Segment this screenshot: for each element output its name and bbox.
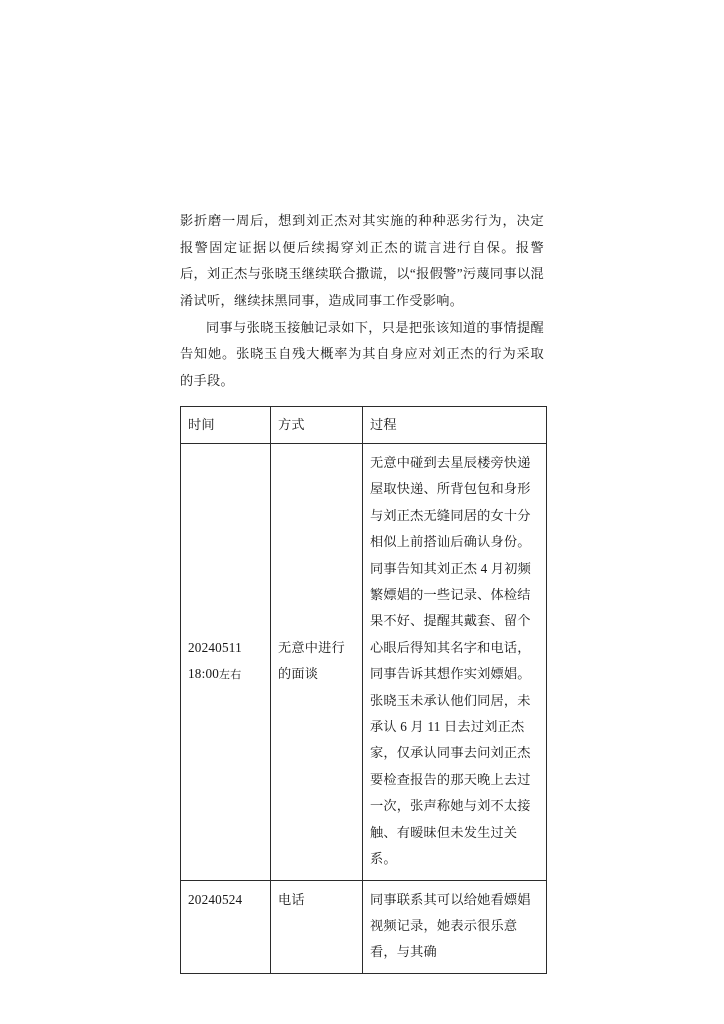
cell-time-date: 20240524 [188,891,243,907]
column-header-time: 时间 [181,406,271,443]
cell-method: 无意中进行的面谈 [271,444,363,881]
cell-time [181,444,271,881]
paragraph-2: 同事与张晓玉接触记录如下，只是把张该知道的事情提醒告知她。张晓玉自残大概率为其自身应对刘正杰的行为采取的手段。 [180,319,544,388]
cell-method: 电话 [271,880,363,973]
cell-time-clock-suffix: 左右 [219,669,242,682]
cell-time [181,880,271,973]
column-header-method: 方式 [271,406,363,443]
cell-time-date: 20240511 [188,639,242,655]
table-row [181,880,547,973]
column-header-process: 过程 [363,406,547,443]
table-header-row [181,406,547,443]
cell-process: 同事联系其可以给她看嫖娼视频记录，她表示很乐意看，与其确 [363,880,547,973]
contact-log-table [180,406,547,974]
cell-time-clock [188,661,263,687]
table-row [181,444,547,881]
cell-process: 无意中碰到去星辰楼旁快递屋取快递、所背包包和身形与刘正杰无缝同居的女十分相似上前搭讪后确认身份。同事告知其刘正杰 4 月初频繁嫖娼的一些记录、体检结果不好、提醒其戴套、留个心眼后得知其名字和电话，同事告诉其想作实刘嫖娼。张晓玉未承认他们同居，未承认 6 月 11 日去过刘正杰家，仅承认同事去问刘正杰要检查报告的那天晚上去过一次，张声称她与刘不太接触、有暧昧但未发生过关系。 [363,444,547,881]
paragraph-1: 影折磨一周后，想到刘正杰对其实施的种种恶劣行为，决定报警固定证据以便后续揭穿刘正杰的谎言进行自保。报警后，刘正杰与张晓玉继续联合撒谎，以“报假警”污蔑同事以混淆试听，继续抹黑同事，造成同事工作受影响。 [180,213,544,308]
cell-time-clock-value: 18:00 [188,666,220,682]
